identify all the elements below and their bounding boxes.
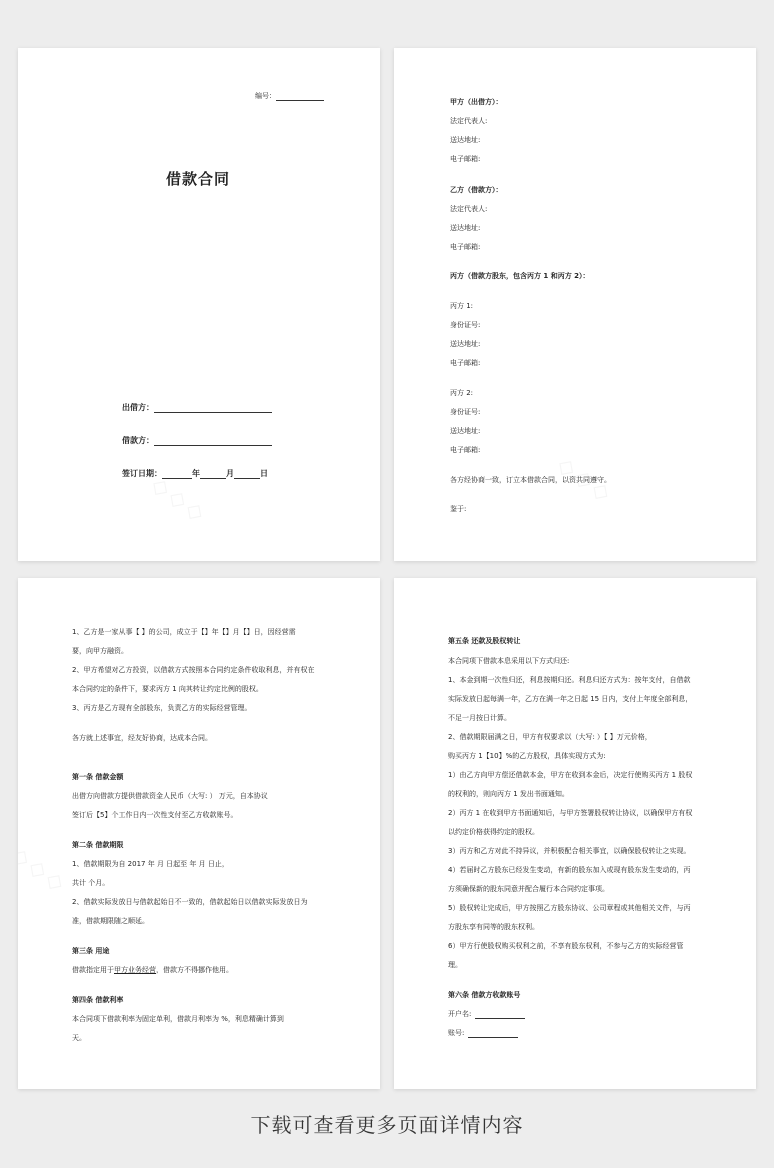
article-5-line-3: 实际发放日起每满一年，乙方在满一年之日起 15 日内，支付上年度全部利息， [448,695,693,703]
article-3-title: 第三条 用途 [72,947,110,955]
day-label: 日 [260,469,268,478]
sign-date-label: 签订日期： [122,469,162,478]
recital-1-line-1: 1、乙方是一家从事【 】的公司，成立于【】年【】月【】日，因经营需 [72,628,296,636]
article-5-line-2: 1、本金到期一次性归还，利息按期归还。利息归还方式为：按年支付，自借款 [448,676,691,684]
article-2-line-3: 2、借款实际发放日与借款起始日不一致的，借款起始日以借款实际发放日为 [72,898,308,906]
page-title: 借款合同 [166,170,231,188]
party-c-heading: 丙方（借款方股东，包含丙方 1 和丙方 2）： [450,272,590,280]
account-name-blank [475,1011,525,1019]
party-a-email: 电子邮箱: [450,155,481,163]
party-b-email: 电子邮箱: [450,243,481,251]
party-c1-id: 身份证号: [450,321,481,329]
article-5-line-6: 购买丙方 1【10】%的乙方股权，具体实现方式为: [448,752,606,760]
party-c2-label: 丙方 2: [450,389,474,397]
account-name-field [448,1010,525,1019]
lender-label: 出借方： [122,403,154,412]
watermark [147,472,213,528]
article-2-line-4: 准，借款期限随之顺延。 [72,917,149,925]
contract-number-blank [276,93,324,101]
account-number-blank [468,1030,518,1038]
month-label: 月 [226,469,234,478]
contract-page-parties [394,48,756,561]
borrower-blank [154,437,272,446]
article-4-line-2: 天。 [72,1034,86,1042]
account-number-field [448,1029,518,1038]
article-5-line-8: 的权利的，则向丙方 1 发出书面通知。 [448,790,569,798]
article-5-line-11: 3）丙方和乙方对此不持异议，并积极配合相关事宜，以确保股权转让之实现。 [448,847,691,855]
article-3-purpose: 甲方业务经营 [114,966,156,974]
contract-page-articles-1 [18,578,380,1089]
article-3-text-post: ，借款方不得挪作他用。 [156,966,233,974]
contract-page-cover [18,48,380,561]
party-b-address: 送达地址: [450,224,481,232]
article-1-title: 第一条 借款金额 [72,773,124,781]
article-4-title: 第四条 借款利率 [72,996,124,1004]
article-5-line-7: 1）由乙方向甲方偿还借款本金，甲方在收到本金后，决定行使购买丙方 1 股权 [448,771,693,779]
article-3-line-1 [72,966,233,975]
article-5-line-4: 不足一月按日计算。 [448,714,511,722]
contract-number-field [255,92,324,101]
article-5-line-1: 本合同项下借款本息采用以下方式归还: [448,657,570,665]
article-1-line-2: 签订后【5】个工作日内一次性支付至乙方收款账号。 [72,811,238,819]
article-1-line-1: 出借方向借款方提供借款资金人民币（大写: ） 万元，自本协议 [72,792,268,800]
party-a-rep: 法定代表人: [450,117,488,125]
article-2-line-2: 共计 个月。 [72,879,110,887]
article-5-line-10: 以约定价格获得约定的股权。 [448,828,539,836]
party-b-rep: 法定代表人: [450,205,488,213]
article-5-line-17: 理。 [448,961,462,969]
article-5-line-5: 2、借款期限届满之日，甲方有权要求以（大写: ）【 】万元价格， [448,733,652,741]
recital-2-line-2: 本合同约定的条件下，要求丙方 1 向其转让约定比例的股权。 [72,685,263,693]
year-label: 年 [192,469,200,478]
contract-page-articles-2 [394,578,756,1089]
article-5-line-15: 方股东享有同等的股东权利。 [448,923,539,931]
account-number-label: 账号: [448,1029,465,1037]
recital-3: 3、丙方是乙方现有全部股东，负责乙方的实际经营管理。 [72,704,252,712]
lender-signature-field [122,402,272,413]
party-a-address: 送达地址: [450,136,481,144]
whereas-label: 鉴于: [450,505,467,513]
month-blank [200,470,226,479]
party-c2-email: 电子邮箱: [450,446,481,454]
party-c1-address: 送达地址: [450,340,481,348]
article-5-line-16: 6）甲方行使股权购买权利之前，不享有股东权利，不参与乙方的实际经营管 [448,942,684,950]
download-more-link[interactable]: 下载可查看更多页面详情内容 [250,1113,524,1137]
recital-conclusion: 各方就上述事宜，经友好协商，达成本合同。 [72,734,212,742]
borrower-label: 借款方： [122,436,154,445]
article-5-line-14: 5）股权转让完成后，甲方按照乙方股东协议、公司章程或其他相关文件，与丙 [448,904,691,912]
article-3-text-pre: 借款指定用于 [72,966,114,974]
article-6-title: 第六条 借款方收款账号 [448,991,521,999]
lender-blank [154,404,272,413]
recital-1-line-2: 要，向甲方融资。 [72,647,128,655]
agreement-sentence: 各方经协商一致，订立本借款合同，以资共同遵守。 [450,476,611,484]
article-5-line-9: 2）丙方 1 在收到甲方书面通知后，与甲方签署股权转让协议，以确保甲方有权 [448,809,693,817]
party-c1-email: 电子邮箱: [450,359,481,367]
article-5-line-13: 方须确保新的股东同意并配合履行本合同约定事项。 [448,885,609,893]
contract-number-label: 编号： [255,92,276,100]
article-4-line-1: 本合同项下借款利率为固定单利，借款月利率为 %，利息精确计算到 [72,1015,284,1023]
article-2-line-1: 1、借款期限为自 2017 年 月 日起至 年 月 日止， [72,860,229,868]
watermark [18,842,72,898]
party-a-heading: 甲方（出借方）： [450,98,503,106]
recital-2-line-1: 2、甲方希望对乙方投资，以借款方式按照本合同约定条件收取利息，并有权在 [72,666,315,674]
article-5-line-12: 4）若届时乙方股东已经发生变动，有新的股东加入或现有股东发生变动的，丙 [448,866,691,874]
article-2-title: 第二条 借款期限 [72,841,124,849]
borrower-signature-field [122,435,272,446]
party-c1-label: 丙方 1: [450,302,474,310]
party-c2-id: 身份证号: [450,408,481,416]
party-b-heading: 乙方（借款方）： [450,186,503,194]
account-name-label: 开户名: [448,1010,472,1018]
day-blank [234,470,260,479]
sign-date-field [122,468,268,479]
article-5-title: 第五条 还款及股权转让 [448,637,521,645]
party-c2-address: 送达地址: [450,427,481,435]
